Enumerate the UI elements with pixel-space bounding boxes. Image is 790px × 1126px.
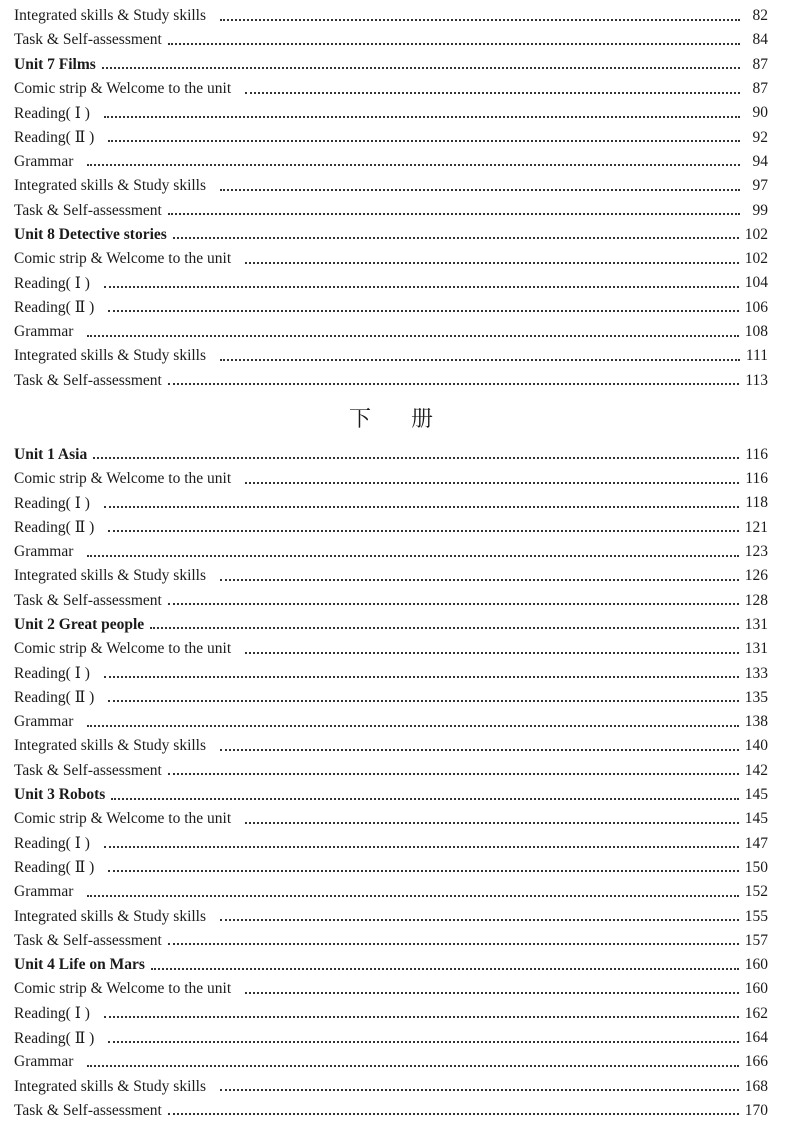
dot-leader xyxy=(87,554,738,557)
toc-entry-row xyxy=(14,4,768,28)
dot-leader xyxy=(245,481,739,484)
dot-leader xyxy=(220,358,740,361)
toc-page-number: 140 xyxy=(744,737,768,755)
toc-page-number: 160 xyxy=(744,956,768,974)
toc-entry-row xyxy=(14,247,768,271)
toc-entry-label: Unit 1 Asia xyxy=(14,445,88,463)
toc-entry-label: Task & Self-assessment xyxy=(14,591,162,609)
toc-entry-row xyxy=(14,661,768,685)
toc-unit-row xyxy=(14,613,768,637)
toc-entry-label: Reading( Ⅰ ) xyxy=(14,1005,90,1023)
dot-leader xyxy=(220,918,739,921)
toc-entry-row xyxy=(14,150,768,174)
toc-entry-label: Reading( Ⅰ ) xyxy=(14,274,90,292)
dot-leader xyxy=(108,139,740,142)
toc-entry-label: Grammar xyxy=(14,543,74,561)
toc-entry-row xyxy=(14,516,768,540)
toc-entry-label: Unit 4 Life on Mars xyxy=(14,956,145,974)
toc-entry-label: Grammar xyxy=(14,152,74,170)
toc-page-number: 97 xyxy=(752,177,768,195)
toc-entry-label: Integrated skills & Study skills xyxy=(14,347,207,365)
toc-entry-label: Reading( Ⅱ ) xyxy=(14,129,95,147)
toc-page-number: 113 xyxy=(745,371,768,389)
toc-entry-row xyxy=(14,1026,768,1050)
toc-entry-label: Grammar xyxy=(14,323,74,340)
dot-leader xyxy=(245,821,739,824)
toc-page-number: 104 xyxy=(744,274,768,292)
dot-leader xyxy=(168,382,739,385)
toc-entry-row xyxy=(14,77,768,101)
dot-leader xyxy=(220,18,740,21)
dot-leader xyxy=(245,991,739,994)
toc-entry-label: Integrated skills & Study skills xyxy=(14,7,207,25)
dot-leader xyxy=(104,675,739,678)
toc-page-number: 87 xyxy=(752,55,768,73)
toc-page-number: 126 xyxy=(744,567,768,585)
toc-page-number: 168 xyxy=(744,1077,768,1095)
toc-entry-row xyxy=(14,977,768,1001)
toc-entry-label: Grammar xyxy=(14,883,74,901)
toc-page-number: 92 xyxy=(752,128,768,146)
toc-entry-label: Reading( Ⅱ ) xyxy=(14,519,95,537)
toc-page-number: 121 xyxy=(744,518,768,536)
toc-entry-row xyxy=(14,28,768,52)
toc-entry-label: Reading( Ⅰ ) xyxy=(14,835,90,853)
toc-entry-label: Task & Self-assessment xyxy=(14,201,162,219)
toc-unit-row xyxy=(14,53,768,77)
dot-leader xyxy=(220,578,739,581)
toc-entry-row xyxy=(14,1099,768,1123)
toc-unit-row xyxy=(14,953,768,977)
toc-page-number: 106 xyxy=(744,298,768,316)
toc-page-number: 147 xyxy=(744,834,768,852)
dot-leader xyxy=(87,334,738,337)
dot-leader xyxy=(168,212,740,215)
toc-page-number: 145 xyxy=(744,810,768,828)
toc-entry-row xyxy=(14,368,768,392)
dot-leader xyxy=(108,309,738,312)
toc-page-number: 84 xyxy=(752,31,768,49)
dot-leader xyxy=(104,1015,739,1018)
toc-entry-label: Reading( Ⅱ ) xyxy=(14,299,95,317)
toc-page-number: 102 xyxy=(744,225,768,243)
dot-leader xyxy=(108,699,738,702)
toc-page-number: 152 xyxy=(744,883,768,901)
dot-leader xyxy=(104,505,739,508)
toc-entry-row xyxy=(14,759,768,783)
section-heading-left: 下 xyxy=(348,407,371,433)
toc-entry-label: Grammar xyxy=(14,713,74,731)
toc-page-number: 116 xyxy=(745,445,768,463)
toc-entry-label: Reading( Ⅱ ) xyxy=(14,1029,95,1047)
section-heading xyxy=(14,393,768,443)
toc-entry-row xyxy=(14,1074,768,1098)
toc-entry-row xyxy=(14,101,768,125)
toc-page-number: 150 xyxy=(744,858,768,876)
toc-entry-row xyxy=(14,198,768,222)
toc-entry-label: Comic strip & Welcome to the unit xyxy=(14,810,232,828)
toc-page-number: 116 xyxy=(745,470,768,488)
toc-entry-row xyxy=(14,344,768,368)
toc-entry-label: Comic strip & Welcome to the unit xyxy=(14,980,232,998)
toc-entry-label: Integrated skills & Study skills xyxy=(14,1077,207,1095)
toc-entry-row xyxy=(14,686,768,710)
toc-page-number: 102 xyxy=(744,250,768,268)
toc-entry-label: Task & Self-assessment xyxy=(14,371,162,389)
toc-entry-label: Integrated skills & Study skills xyxy=(14,907,207,925)
toc-entry-row xyxy=(14,564,768,588)
toc-entry-row xyxy=(14,637,768,661)
toc-entry-label: Unit 2 Great people xyxy=(14,615,145,633)
section-heading-right: 册 xyxy=(411,407,434,433)
toc-page-number: 94 xyxy=(752,152,768,170)
toc-page-number: 157 xyxy=(744,931,768,949)
toc-entry-row xyxy=(14,271,768,295)
dot-leader xyxy=(102,66,740,69)
toc-entry-label: Integrated skills & Study skills xyxy=(14,567,207,585)
toc-page-number: 111 xyxy=(745,347,768,365)
dot-leader xyxy=(168,942,739,945)
dot-leader xyxy=(168,602,739,605)
toc-entry-label: Task & Self-assessment xyxy=(14,931,162,949)
toc-entry-row xyxy=(14,880,768,904)
dot-leader xyxy=(245,651,739,654)
toc-entry-label: Reading( Ⅰ ) xyxy=(14,104,90,122)
toc-entry-label: Grammar xyxy=(14,1053,74,1071)
dot-leader xyxy=(87,894,738,897)
table-of-contents xyxy=(14,4,768,1123)
dot-leader xyxy=(108,1040,738,1043)
toc-entry-label: Comic strip & Welcome to the unit xyxy=(14,470,232,488)
toc-page-number: 131 xyxy=(744,615,768,633)
toc-entry-row xyxy=(14,734,768,758)
toc-page-number: 170 xyxy=(744,1101,768,1119)
toc-entry-row xyxy=(14,1050,768,1074)
dot-leader xyxy=(173,236,739,239)
toc-entry-row xyxy=(14,491,768,515)
dot-leader xyxy=(87,724,738,727)
toc-entry-label: Reading( Ⅱ ) xyxy=(14,689,95,707)
toc-entry-label: Reading( Ⅱ ) xyxy=(14,859,95,877)
toc-entry-label: Reading( Ⅰ ) xyxy=(14,665,90,683)
dot-leader xyxy=(93,456,739,459)
toc-page-number: 133 xyxy=(744,664,768,682)
toc-page-number: 82 xyxy=(752,7,768,25)
toc-page-number: 166 xyxy=(744,1053,768,1071)
dot-leader xyxy=(150,626,739,629)
dot-leader xyxy=(111,797,738,800)
dot-leader xyxy=(108,529,738,532)
dot-leader xyxy=(87,163,740,166)
toc-section-lower xyxy=(14,443,768,1123)
toc-entry-label: Unit 8 Detective stories xyxy=(14,225,167,243)
toc-page-number: 162 xyxy=(744,1004,768,1022)
toc-page-number: 135 xyxy=(744,688,768,706)
toc-page-number: 90 xyxy=(752,104,768,122)
dot-leader xyxy=(220,188,740,191)
toc-entry-label: Comic strip & Welcome to the unit xyxy=(14,80,232,98)
dot-leader xyxy=(104,845,739,848)
dot-leader xyxy=(220,1088,739,1091)
toc-entry-label: Task & Self-assessment xyxy=(14,31,162,49)
dot-leader xyxy=(168,42,740,45)
toc-entry-label: Unit 3 Robots xyxy=(14,786,106,804)
dot-leader xyxy=(108,869,738,872)
dot-leader xyxy=(151,967,739,970)
toc-page-number: 128 xyxy=(744,591,768,609)
toc-page-number: 142 xyxy=(744,761,768,779)
toc-entry-label: Reading( Ⅰ ) xyxy=(14,494,90,512)
toc-page-number: 160 xyxy=(744,980,768,998)
dot-leader xyxy=(168,1112,739,1115)
toc-entry-row xyxy=(14,174,768,198)
toc-entry-row xyxy=(14,807,768,831)
toc-entry-label: Task & Self-assessment xyxy=(14,761,162,779)
toc-entry-row xyxy=(14,904,768,928)
toc-unit-row xyxy=(14,223,768,247)
toc-entry-row xyxy=(14,1002,768,1026)
toc-entry-row xyxy=(14,125,768,149)
dot-leader xyxy=(104,285,739,288)
toc-entry-row xyxy=(14,710,768,734)
dot-leader xyxy=(87,1064,738,1067)
toc-entry-row xyxy=(14,540,768,564)
dot-leader xyxy=(245,91,740,94)
toc-unit-row xyxy=(14,783,768,807)
toc-page-number: 131 xyxy=(744,640,768,658)
dot-leader xyxy=(245,261,739,264)
toc-page-number: 108 xyxy=(744,323,768,340)
toc-entry-label: Integrated skills & Study skills xyxy=(14,737,207,755)
toc-entry-label: Task & Self-assessment xyxy=(14,1101,162,1119)
dot-leader xyxy=(220,748,739,751)
toc-page-number: 164 xyxy=(744,1029,768,1047)
toc-entry-row xyxy=(14,856,768,880)
toc-entry-label: Comic strip & Welcome to the unit xyxy=(14,250,232,268)
toc-entry-row xyxy=(14,589,768,613)
toc-page-number: 145 xyxy=(744,786,768,804)
toc-entry-label: Integrated skills & Study skills xyxy=(14,177,207,195)
toc-page-number: 155 xyxy=(744,907,768,925)
toc-entry-label: Unit 7 Films xyxy=(14,55,96,73)
toc-section-upper xyxy=(14,4,768,393)
toc-entry-row xyxy=(14,320,768,344)
toc-entry-label: Comic strip & Welcome to the unit xyxy=(14,640,232,658)
toc-entry-row xyxy=(14,832,768,856)
toc-page-number: 123 xyxy=(744,543,768,561)
toc-entry-row xyxy=(14,296,768,320)
toc-page-number: 99 xyxy=(752,201,768,219)
dot-leader xyxy=(168,772,739,775)
toc-entry-row xyxy=(14,467,768,491)
toc-unit-row xyxy=(14,443,768,467)
toc-entry-row xyxy=(14,929,768,953)
toc-page-number: 138 xyxy=(744,713,768,731)
toc-page-number: 87 xyxy=(752,80,768,98)
dot-leader xyxy=(104,115,740,118)
toc-page-number: 118 xyxy=(745,494,768,512)
